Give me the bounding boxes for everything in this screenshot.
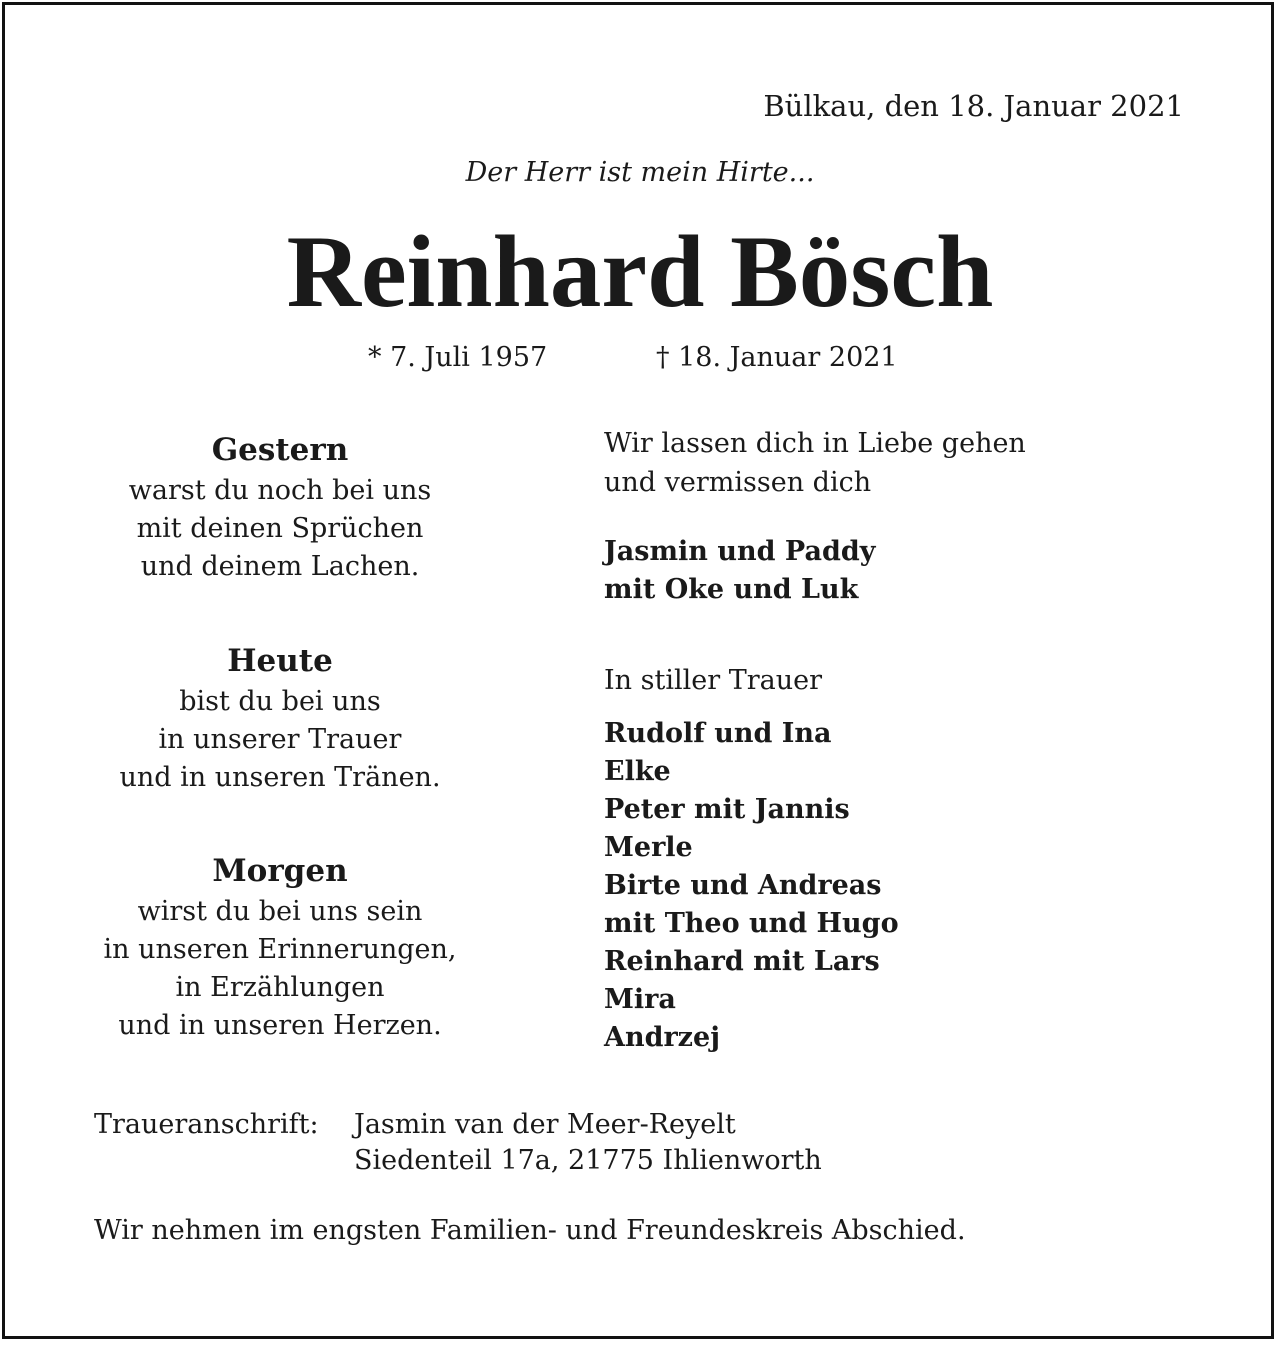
death-date: † 18. Januar 2021 [656,342,898,373]
close-family-line: Jasmin und Paddy [604,536,876,567]
mourner-name: Mira [604,984,676,1015]
address-label: Traueranschrift: [94,1109,319,1140]
farewell-note: Wir nehmen im engsten Familien- und Freundeskreis Abschied. [94,1215,966,1246]
poem-stanza-morgen [70,849,490,1045]
mourner-name: Reinhard mit Lars [604,946,880,977]
close-family-line: mit Oke und Luk [604,574,859,605]
close-family [604,533,875,609]
stanza-heading: Heute [227,643,333,679]
family-intro [604,424,1026,502]
stanza-line: und in unseren Herzen. [118,1010,442,1041]
mourners-list [604,715,899,1057]
stanza-line: warst du noch bei uns [128,475,432,506]
mourner-name: Merle [604,832,693,863]
mourner-name: mit Theo und Hugo [604,908,899,939]
family-intro-line: und vermissen dich [604,467,872,498]
place-date: Bülkau, den 18. Januar 2021 [763,89,1184,123]
stanza-line: und deinem Lachen. [140,551,420,582]
stanza-heading: Gestern [211,432,349,468]
birth-date: * 7. Juli 1957 [368,342,548,373]
stanza-line: in unserer Trauer [158,724,402,755]
mourner-name: Peter mit Jannis [604,794,850,825]
deceased-name: Reinhard Bösch [286,215,994,329]
mourning-label: In stiller Trauer [604,665,823,696]
stanza-line: mit deinen Sprüchen [136,513,424,544]
mourner-name: Birte und Andreas [604,870,882,901]
motto: Der Herr ist mein Hirte... [465,157,815,188]
mourner-name: Rudolf und Ina [604,718,832,749]
family-intro-line: Wir lassen dich in Liebe gehen [604,428,1026,459]
mourning-address [354,1107,822,1179]
mourner-name: Andrzej [604,1022,720,1053]
stanza-line: wirst du bei uns sein [137,896,423,927]
stanza-line: in Erzählungen [175,972,385,1003]
poem-stanza-gestern [70,428,490,586]
poem-stanza-heute [70,639,490,797]
mourner-name: Elke [604,756,671,787]
stanza-line: bist du bei uns [179,686,381,717]
address-street-city: Siedenteil 17a, 21775 Ihlienworth [354,1145,822,1176]
address-name: Jasmin van der Meer-Reyelt [354,1109,736,1140]
stanza-line: und in unseren Tränen. [119,762,441,793]
stanza-line: in unseren Erinnerungen, [103,934,457,965]
stanza-heading: Morgen [212,853,348,889]
